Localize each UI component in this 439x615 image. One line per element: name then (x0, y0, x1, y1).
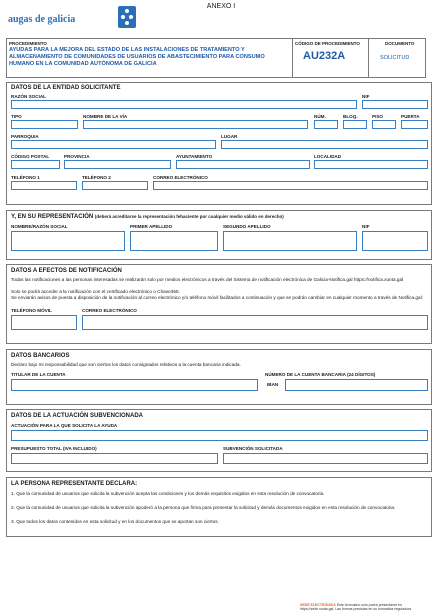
annex-label: ANEXO I (206, 3, 236, 10)
rep-name-label: NOMBRE/RAZÓN SOCIAL (11, 224, 68, 229)
declaration-item: 1. Que la comunidad de usuarios que solicita la subvención acepta las condiciones y los demás requisitos exigidos en esta resolución de convocatoria. (11, 491, 325, 496)
rep-nif-field[interactable] (362, 231, 428, 251)
postal-code-label: CÓDIGO POSTAL (11, 154, 50, 159)
declaration-item: 3. Que todos los datos contenidos en esta solicitud y en los documentos que se aportan son ciertos. (11, 519, 219, 524)
phone2-label: TELÉFONO 2 (82, 175, 111, 180)
number-field[interactable] (314, 120, 338, 129)
rep-name-field[interactable] (11, 231, 125, 251)
representative-section (6, 210, 432, 260)
notification-paragraph: Solo se podrá acceder a la notificación con el certificado electrónico o Chave365. (11, 289, 180, 294)
phone2-field[interactable] (82, 181, 148, 190)
section-title-text: Y, EN SU REPRESENTACIÓN (11, 214, 94, 220)
notification-section (6, 264, 432, 344)
account-number-field[interactable] (285, 379, 428, 391)
budget-label: PRESUPUESTO TOTAL (IVA INCLUIDO) (11, 446, 97, 451)
section-title (11, 214, 284, 220)
header-divider (292, 38, 293, 78)
holder-field[interactable] (11, 379, 258, 391)
header-divider (368, 38, 369, 78)
code-label: CÓDIGO DE PROCEDIMIENTO (295, 41, 360, 46)
notif-email-field[interactable] (82, 315, 428, 330)
action-section (6, 409, 432, 472)
footer-text: Este formulario solo podrá presentarse en https://sede.xunta.gal. Las formas previstas en su normativa reguladora (300, 603, 412, 611)
budget-field[interactable] (11, 453, 218, 464)
bank-section (6, 349, 432, 405)
bank-declaration: Declaro bajo mi responsabilidad que son ciertos los datos consignados relativos a la cuenta bancaria indicada. (11, 362, 241, 367)
parish-label: PARROQUIA (11, 134, 39, 139)
declaration-section (6, 477, 432, 537)
phone1-field[interactable] (11, 181, 77, 190)
section-title: LA PERSONA REPRESENTANTE DECLARA: (11, 481, 138, 487)
notification-paragraph: Todas las notificaciones a las personas interesadas se realizarán solo por medios electrónicos a través del Sistema de notificación electrónica de Galicia-Notifica.gal https://notifica.xunta.gal (11, 277, 404, 282)
footer-brand: SEDE ELECTRÓNICA (300, 603, 336, 607)
representation-note: (deberá acreditarse la representación fehaciente por cualquier medio válido en derecho) (94, 214, 284, 219)
nif-field[interactable] (362, 100, 428, 109)
locality-field[interactable] (314, 160, 428, 169)
rep-surname1-field[interactable] (130, 231, 218, 251)
section-title: DATOS A EFECTOS DE NOTIFICACIÓN (11, 268, 122, 274)
street-type-label: TIPO (11, 114, 22, 119)
business-name-field[interactable] (11, 100, 357, 109)
place-field[interactable] (221, 140, 428, 149)
iban-label: IBAN (267, 382, 279, 387)
rep-surname1-label: PRIMER APELLIDO (130, 224, 173, 229)
block-label: BLOQ. (343, 114, 358, 119)
account-number-label: NÚMERO DE LA CUENTA BANCARIA (24 DÍGITOS) (265, 372, 376, 377)
subsidy-field[interactable] (223, 453, 428, 464)
document-type: SOLICITUD (380, 55, 410, 61)
phone1-label: TELÉFONO 1 (11, 175, 40, 180)
procedure-title: AYUDAS PARA LA MEJORA DEL ESTADO DE LAS INSTALACIONES DE TRATAMIENTO Y ALMACENAMIENTO DE COMUNIDADES DE USUARIOS DE ABASTECIMIENTO PARA CONSUMO HUMANO EN LA COMUNIDAD AUTÓNOMA DE GALICIA (9, 47, 265, 67)
municipality-field[interactable] (176, 160, 310, 169)
section-title: DATOS DE LA ENTIDAD SOLICITANTE (11, 85, 121, 91)
rep-surname2-label: SEGUNDO APELLIDO (223, 224, 271, 229)
logo-brand: augas de galicia (8, 14, 76, 25)
province-field[interactable] (64, 160, 171, 169)
rep-nif-label: NIF (362, 224, 370, 229)
door-field[interactable] (401, 120, 428, 129)
declaration-item: 2. Que la comunidad de usuarios que solicita la subvención apoderó a la persona que firma para presentar la solicitud y demás documentos exigidos en esta resolución de convocatoria. (11, 505, 396, 510)
street-type-field[interactable] (11, 120, 78, 129)
notif-email-label: CORREO ELECTRÓNICO (82, 308, 137, 313)
email-label: CORREO ELECTRÓNICO (153, 175, 208, 180)
block-field[interactable] (343, 120, 367, 129)
place-label: LUGAR (221, 134, 238, 139)
number-label: NÚM. (314, 114, 326, 119)
galicia-crest-icon (118, 6, 136, 28)
procedure-code: AU232A (303, 50, 346, 62)
province-label: PROVINCIA (64, 154, 90, 159)
mobile-field[interactable] (11, 315, 77, 330)
section-title: DATOS BANCARIOS (11, 353, 70, 359)
email-field[interactable] (153, 181, 428, 190)
municipality-label: AYUNTAMIENTO (176, 154, 213, 159)
street-name-field[interactable] (83, 120, 308, 129)
street-name-label: NOMBRE DE LA VÍA (83, 114, 128, 119)
floor-label: PISO (372, 114, 383, 119)
rep-surname2-field[interactable] (223, 231, 357, 251)
section-title: DATOS DE LA ACTUACIÓN SUBVENCIONADA (11, 413, 144, 419)
procedure-label: PROCEDIMIENTO (9, 41, 47, 46)
subsidy-label: SUBVENCIÓN SOLICITADA (223, 446, 283, 451)
holder-label: TITULAR DE LA CUENTA (11, 372, 66, 377)
locality-label: LOCALIDAD (314, 154, 342, 159)
applicant-section (6, 82, 432, 205)
document-label: DOCUMENTO (385, 41, 415, 46)
notification-paragraph: Se enviarán avisos de puesta a disposición de la notificación al correo electrónico y/o teléfono móvil facilitados a continuación y que se podrán cambiar en cualquier momento a través de Notifica.gal: (11, 295, 423, 300)
action-field[interactable] (11, 430, 428, 441)
footer (300, 603, 434, 611)
nif-label: NIF (362, 94, 370, 99)
business-name-label: RAZÓN SOCIAL (11, 94, 46, 99)
postal-code-field[interactable] (11, 160, 60, 169)
floor-field[interactable] (372, 120, 396, 129)
door-label: PUERTA (401, 114, 420, 119)
mobile-label: TELÉFONO MÓVIL (11, 308, 52, 313)
parish-field[interactable] (11, 140, 216, 149)
action-label: ACTUACIÓN PARA LA QUE SOLICITA LA AYUDA (11, 423, 118, 428)
